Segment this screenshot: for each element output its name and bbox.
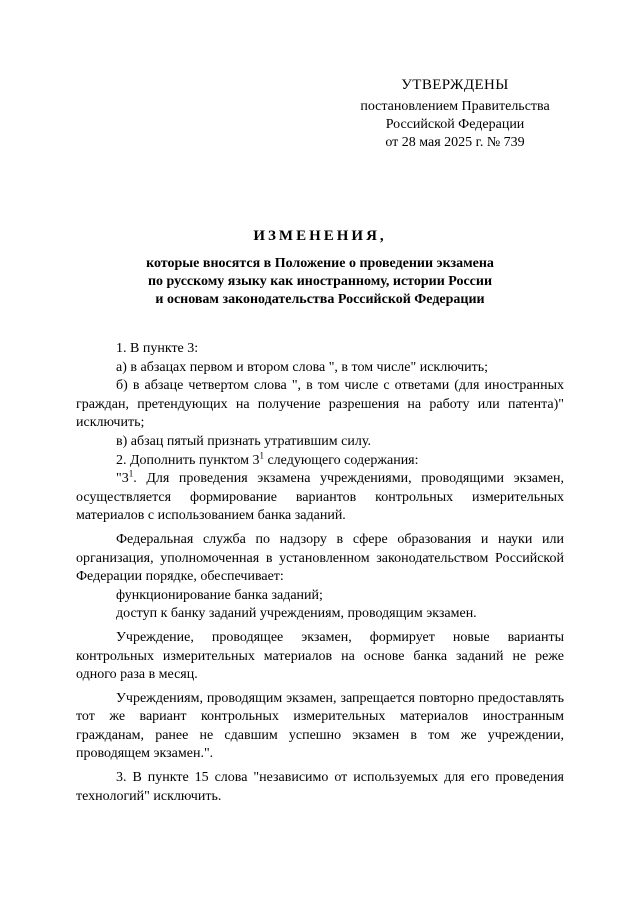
approval-line-2: Российской Федерации — [385, 117, 525, 132]
paragraph-12: 3. В пункте 15 слова "независимо от используемых для его проведения технологий" исключить. — [76, 770, 564, 804]
document-heading — [60, 226, 580, 309]
paragraph-1: 1. В пункте 3: — [116, 341, 199, 356]
paragraph-5-text: 2. Дополнить пунктом 3 — [116, 452, 260, 468]
paragraph-4: в) абзац пятый признать утратившим силу. — [116, 433, 371, 449]
approval-block — [340, 76, 570, 152]
paragraph-5-text-end: следующего содержания: — [263, 452, 419, 468]
paragraph-8: функционирование банка заданий; — [116, 587, 323, 603]
paragraph-10: Учреждение, проводящее экзамен, формирует новые варианты контрольных измерительных материалов на основе банка заданий не реже одного раза в месяц. — [76, 629, 564, 683]
document-body — [76, 340, 564, 806]
subtitle-line-1: которые вносятся в Положение о проведении экзамена — [146, 256, 494, 271]
approval-title: УТВЕРЖДЕНЫ — [401, 77, 509, 93]
superscript: 1 — [259, 449, 264, 460]
document-subtitle — [60, 255, 580, 309]
paragraph-11: Учреждениям, проводящим экзамен, запрещается повторно предоставлять тот же вариант контрольных измерительных материалов иностранным гражданам, ранее не сдавшим успешно экзамен в том же учреждении, проводящем экзамен.". — [76, 690, 564, 762]
document-title: ИЗМЕНЕНИЯ, — [253, 228, 387, 244]
paragraph-9: доступ к банку заданий учреждениям, проводящим экзамен. — [116, 606, 477, 622]
paragraph-7: Федеральная служба по надзору в сфере образования и науки или организация, уполномоченная в установленном законодательством Российской Федерации порядке, обеспечивает: — [76, 531, 564, 585]
superscript: 1 — [128, 468, 134, 479]
approval-line-3: от 28 мая 2025 г. № 739 — [385, 135, 525, 150]
paragraph-3: б) в абзаце четвертом слова ", в том числе с ответами (для иностранных граждан, претендующих на получение разрешения на работу или патента)" исключить; — [76, 378, 564, 431]
approval-line-1: постановлением Правительства — [360, 99, 550, 114]
paragraph-6-text: . Для проведения экзамена учреждениями, проводящими экзамен, осуществляется формирование вариантов контрольных измерительных материалов с использованием банка заданий. — [76, 471, 564, 524]
paragraph-6-quote: "3 — [116, 471, 129, 487]
paragraph-6 — [76, 470, 564, 526]
subtitle-line-2: по русскому языку как иностранному, истории России — [147, 274, 493, 289]
paragraph-2: а) в абзацах первом и втором слова ", в том числе" исключить; — [116, 359, 489, 375]
subtitle-line-3: и основам законодательства Российской Федерации — [155, 292, 485, 307]
paragraph-5 — [76, 449, 564, 471]
